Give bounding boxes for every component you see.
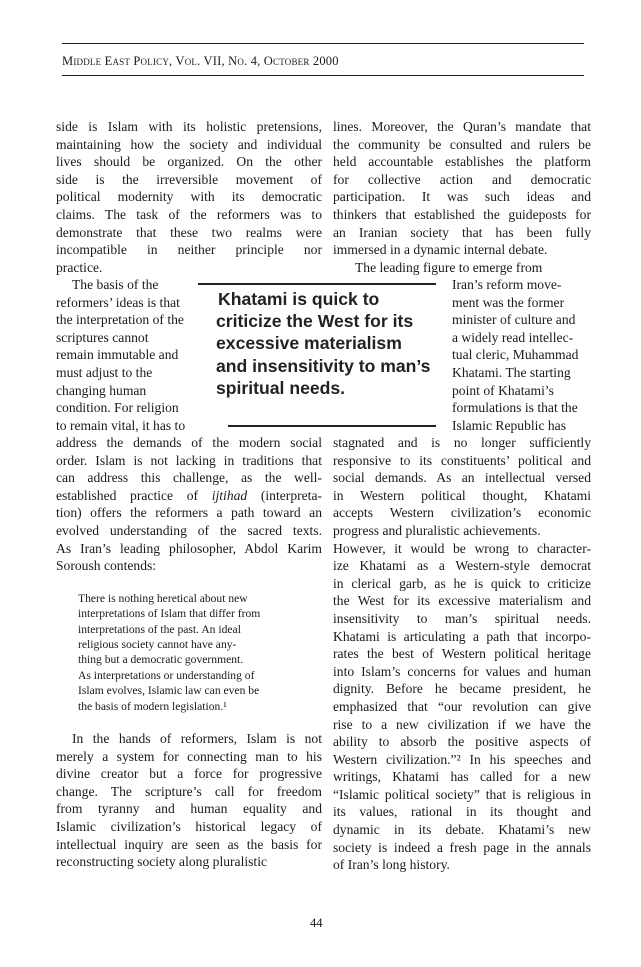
text-line: merely a system for connecting man to his <box>56 748 322 764</box>
text-line: “Islamic political society” that is religious in <box>333 786 591 802</box>
text-line: Islamic Republic has <box>452 417 567 433</box>
text-line: side is the irreversible movement of <box>56 171 322 187</box>
text-line: to remain vital, it has to <box>56 417 186 433</box>
text-line: accepts Western civilization’s economic <box>333 505 591 521</box>
text-line: from tyranny and human equality and <box>56 801 322 817</box>
page-number: 44 <box>310 916 323 930</box>
quote-line: thing but a democratic government. <box>78 653 244 667</box>
text-line: As Iran’s leading philosopher, Abdol Karim <box>56 540 322 556</box>
pull-quote-line: Khatami is quick to <box>218 289 380 309</box>
text-line: rates the best of Western political heritage <box>333 646 591 662</box>
text-line: emphasized that “our revolution can give <box>333 698 591 714</box>
text-line: incompatible in neither principle nor <box>56 242 322 258</box>
left-column-top <box>56 118 322 276</box>
right-column-top <box>333 118 591 276</box>
text-line: for collective action and democratic <box>333 171 591 187</box>
pull-quote-line: criticize the West for its <box>216 311 414 332</box>
text-line: participation. It was such ideas and <box>333 189 591 205</box>
text-line: address the demands of the modern social <box>56 435 322 450</box>
text-line: lives should be organized. On the other <box>56 154 322 170</box>
text-line: the West for its excessive materialism and <box>333 593 591 609</box>
text-line: insensitivity to man’s spiritual needs. <box>333 610 591 626</box>
text-line: claims. The task of the reformers was to <box>56 206 322 222</box>
text-line: The leading figure to emerge from <box>355 259 543 275</box>
text-line: order. Islam is not lacking in traditions that <box>56 452 322 468</box>
text-line: society is indeed a fresh page in the annals <box>333 839 591 855</box>
quote-line: religious society cannot have any- <box>78 637 237 651</box>
text-line: evolved understanding of the sacred texts. <box>56 522 322 538</box>
text-line: reformers’ ideas is that <box>56 294 180 310</box>
text-line: a widely read intellec- <box>452 329 574 345</box>
text-line: rise to a new civilization if we have the <box>333 716 591 732</box>
text-line: in Western political thought, Khatami <box>333 487 591 503</box>
left-column-wrap <box>56 276 185 434</box>
text-line: in clerical garb, as he is quick to criticize <box>333 575 591 591</box>
text-line: can address this challenge, as the well- <box>56 470 322 486</box>
text-line: its values, rational in its thought and <box>333 804 591 820</box>
pull-quote-rule-top <box>198 283 436 285</box>
text-line: changing human <box>56 382 147 398</box>
text-line: In the hands of reformers, Islam is not <box>72 731 322 746</box>
text-line: formulations is that the <box>452 400 578 416</box>
text-line: responsive to its constituents’ political and <box>333 452 591 468</box>
text-line: ize Khatami as a Western-style democrat <box>333 558 591 574</box>
text-line: stagnated and is no longer sufficiently <box>333 435 591 450</box>
text-line: dignity. Before he became president, he <box>333 681 591 697</box>
block-quote <box>78 591 304 714</box>
text-line: an Iranian society that has been fully <box>333 224 591 240</box>
text-line: intellectual inquiry are seen as the basis for <box>56 836 322 852</box>
text-line: the interpretation of the <box>56 312 184 328</box>
text-line: tual cleric, Muhammad <box>452 347 579 363</box>
text-line: remain immutable and <box>56 347 179 363</box>
text-line: Western civilization.”² In his speeches and <box>333 751 591 767</box>
text-line: writings, Khatami has called for a new <box>333 769 591 785</box>
text-line: ment was the former <box>452 294 565 310</box>
text-line: Islamic civilization’s historical legacy of <box>56 818 322 834</box>
pull-quote <box>212 288 452 399</box>
text-line: immersed in a dynamic internal debate. <box>333 242 548 258</box>
text-line: However, it would be wrong to character- <box>333 540 591 556</box>
text-line: maintaining how the society and individual <box>56 136 322 152</box>
text-line: ability to absorb the positive aspects of <box>333 734 591 750</box>
text-line: dynamic in its debate. Khatami’s new <box>333 822 591 838</box>
text-line: social demands. As an intellectual versed <box>333 470 591 486</box>
text-line: into Islam’s concerns for values and human <box>333 663 591 679</box>
text-line: held accountable establishes the platform <box>333 154 591 170</box>
text-line: Khatami. The starting <box>452 364 571 380</box>
text-line: divine creator but a force for progressive <box>56 766 322 782</box>
text-line: progress and pluralistic achievements. <box>333 522 541 538</box>
text-line: lines. Moreover, the Quran’s mandate that <box>333 119 591 134</box>
text-line: thinkers that established the guideposts for <box>333 206 591 222</box>
pull-quote-line: spiritual needs. <box>216 377 346 398</box>
quote-line: the basis of modern legislation.¹ <box>78 699 227 713</box>
text-line: reconstructing society along pluralistic <box>56 854 268 870</box>
header-rule-top <box>62 43 584 44</box>
right-column-bottom <box>333 434 591 874</box>
pull-quote-line: and insensitivity to man’s <box>216 355 431 376</box>
text-line: practice. <box>56 259 103 275</box>
quote-line: There is nothing heretical about new <box>78 591 248 605</box>
text-line: change. The scripture’s call for freedom <box>56 783 322 799</box>
text-line: the community be consulted and rulers be <box>333 136 591 152</box>
text-line: political modernity with its democratic <box>56 189 322 205</box>
text-line: point of Khatami’s <box>452 382 554 398</box>
text-line: Soroush contends: <box>56 558 157 574</box>
text-line: demonstrate that these two realms were <box>56 224 322 240</box>
text-line: scriptures cannot <box>56 329 149 345</box>
text-line: of Iran’s long history. <box>333 857 450 873</box>
quote-line: interpretations of Islam that differ from <box>78 607 261 621</box>
header-rule-bottom <box>62 75 584 76</box>
right-column-wrap <box>452 276 592 434</box>
quote-line: As interpretations or understanding of <box>78 668 255 682</box>
left-column-bottom <box>56 434 322 871</box>
text-line: established practice of ijtihad (interpreta- <box>56 487 323 503</box>
text-line: minister of culture and <box>452 312 576 328</box>
text-line: Iran’s reform move- <box>452 277 562 292</box>
pull-quote-rule-bottom <box>228 425 436 427</box>
text-line: tion) offers the reformers a path toward an <box>56 505 322 521</box>
running-header: Middle East Policy, Vol. VII, No. 4, October 2000 <box>62 54 339 68</box>
text-line: condition. For religion <box>56 400 179 416</box>
quote-line: Islam evolves, Islamic law can even be <box>78 684 260 698</box>
text-line: side is Islam with its holistic pretensions, <box>56 119 322 134</box>
text-line: Khatami is articulating a path that incorpo- <box>333 628 591 644</box>
text-line: The basis of the <box>72 277 159 292</box>
quote-line: interpretations of the past. An ideal <box>78 622 241 636</box>
text-line: must adjust to the <box>56 364 153 380</box>
pull-quote-line: excessive materialism <box>216 333 402 354</box>
